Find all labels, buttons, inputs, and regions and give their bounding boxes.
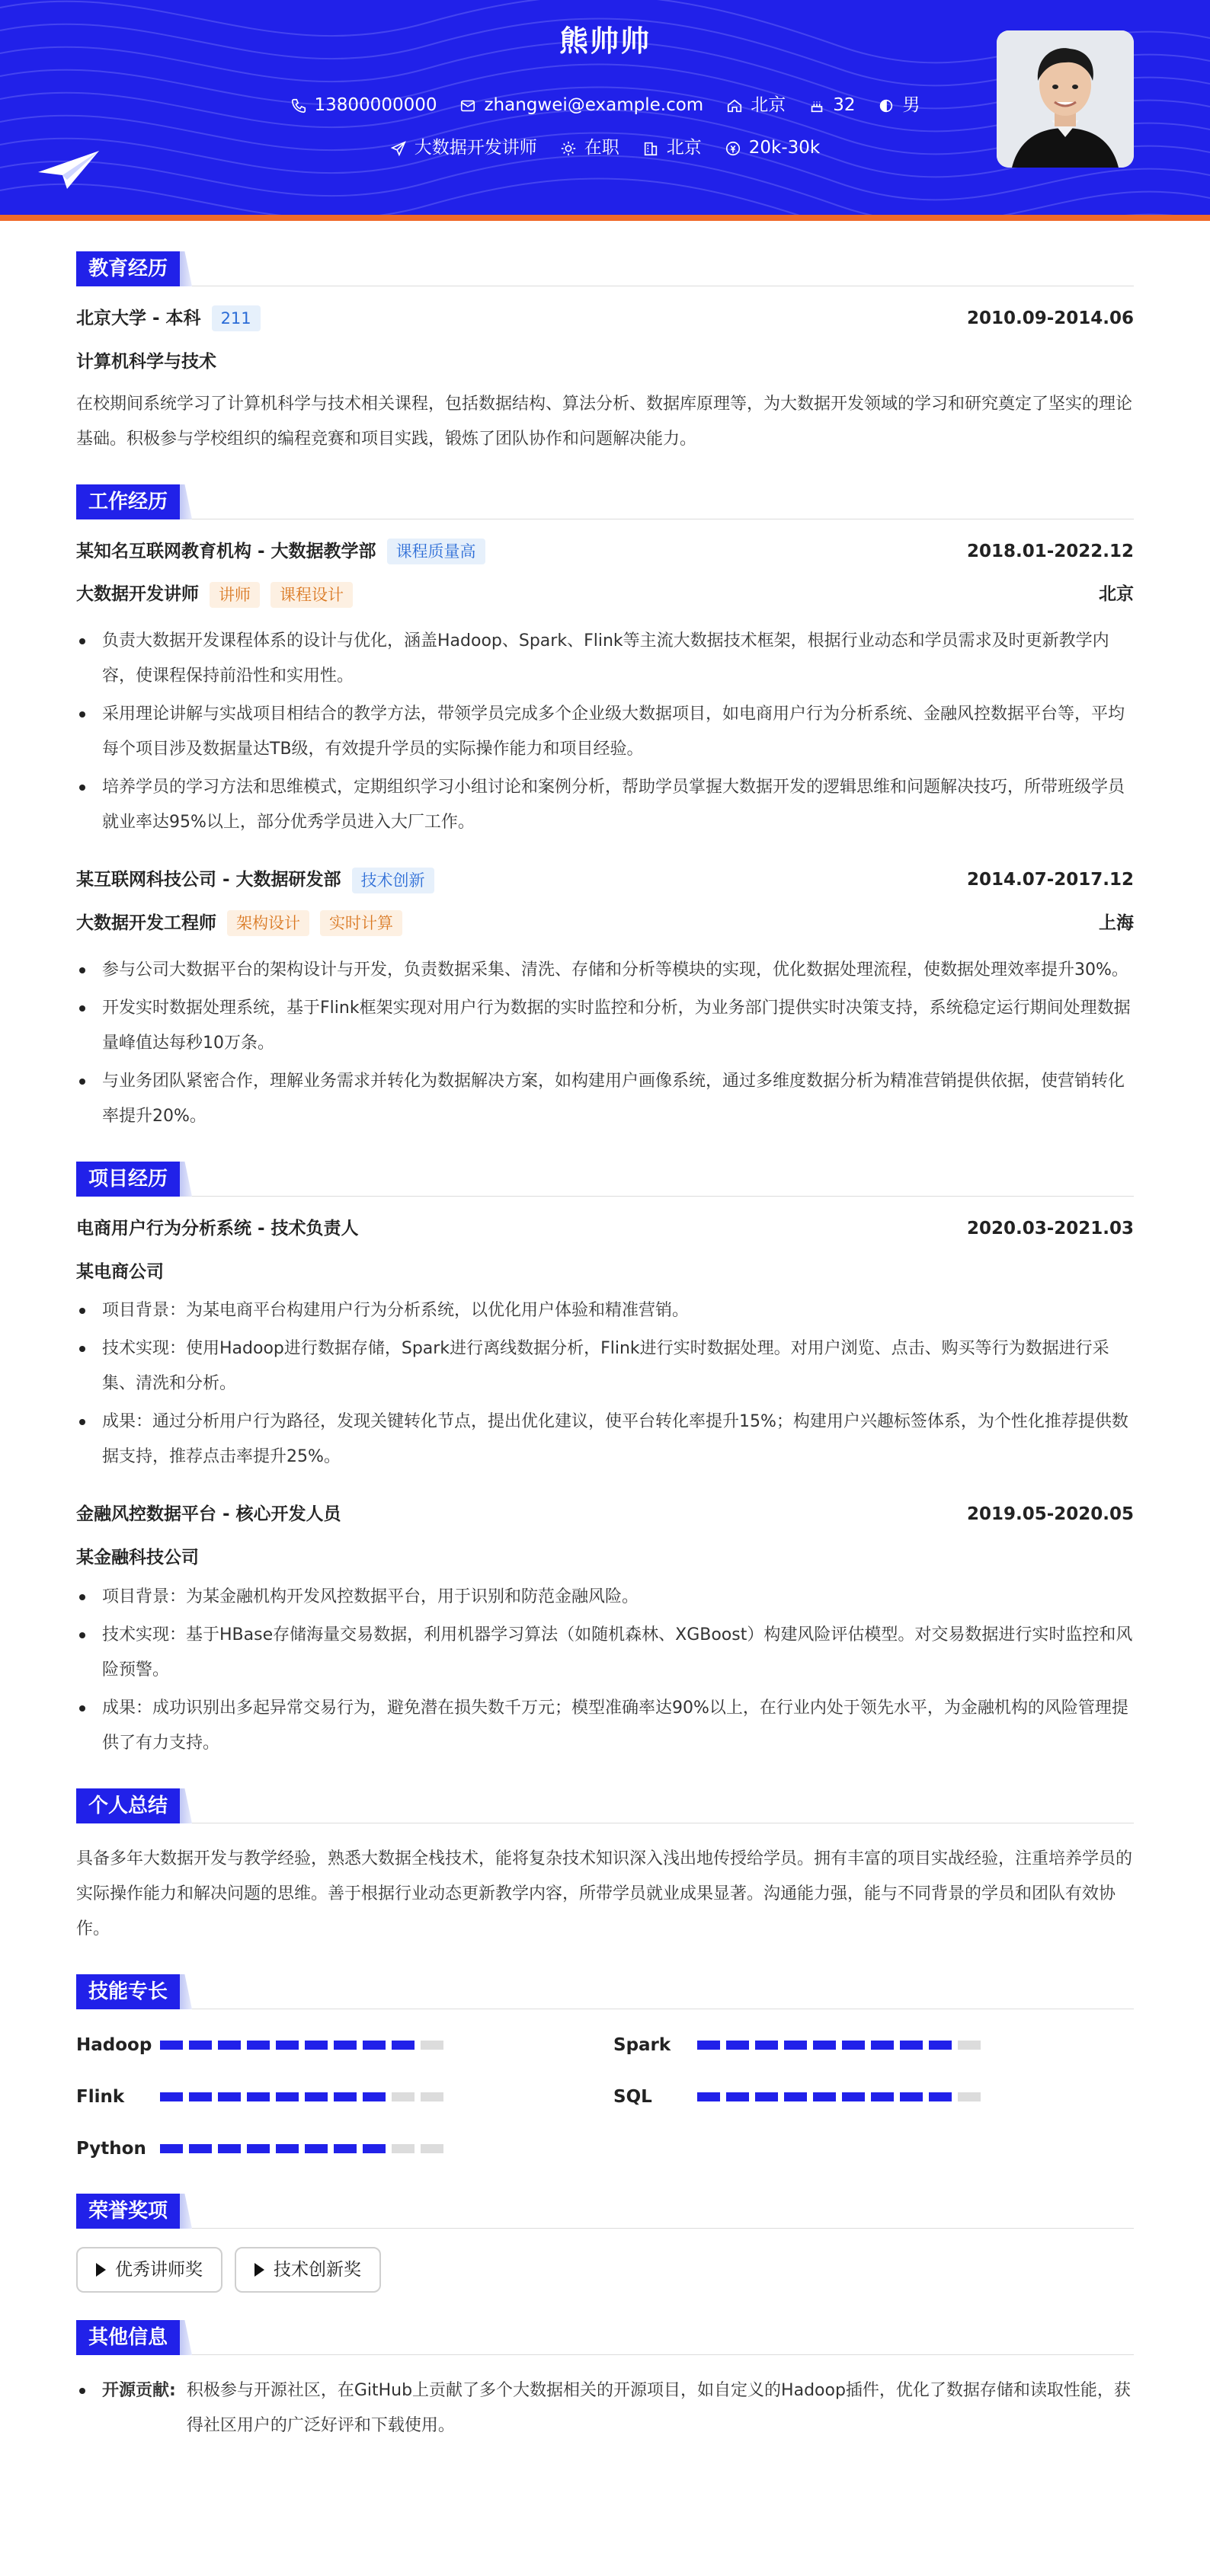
skill-item	[613, 2079, 1134, 2114]
skill-level-bar	[697, 2041, 981, 2050]
play-triangle-icon	[254, 2263, 264, 2277]
skill-level-segment	[842, 2041, 865, 2050]
skill-level-segment	[421, 2144, 443, 2153]
skill-level-segment	[363, 2144, 386, 2153]
section-title-text: 教育经历	[88, 257, 168, 280]
job-city-text: 北京	[666, 138, 702, 158]
skill-level-segment	[334, 2144, 357, 2153]
section-title-text: 个人总结	[88, 1794, 168, 1817]
skill-level-segment	[421, 2092, 443, 2101]
section-title-tail	[180, 2194, 192, 2229]
section-title-tail	[180, 1162, 192, 1197]
work-header	[76, 866, 1134, 894]
resume-header	[0, 0, 1210, 215]
section-title-tail	[180, 1788, 192, 1823]
role	[76, 580, 353, 609]
work-date: 2014.07-2017.12	[966, 870, 1134, 890]
skill-item	[613, 2028, 1134, 2063]
role-tag: 讲师	[210, 582, 260, 608]
project-date: 2020.03-2021.03	[966, 1218, 1134, 1238]
list-item: 开发实时数据处理系统，基于Flink框架实现对用户行为数据的实时监控和分析，为业务部门提供实时决策支持，系统稳定运行期间处理数据量峰值达每秒10万条。	[76, 991, 1134, 1061]
work-location: 北京	[1099, 584, 1134, 605]
resume-body	[0, 221, 1210, 2501]
skill-item	[76, 2079, 613, 2114]
list-item: 成果：成功识别出多起异常交易行为，避免潜在损失数千万元；模型准确率达90%以上，在行业内处于领先水平，为金融机构的风险管理提供了有力支持。	[76, 1691, 1134, 1761]
skill-level-segment	[218, 2144, 241, 2153]
contact-email-text: zhangwei@example.com	[484, 95, 704, 115]
contact-gender-text: 男	[902, 95, 920, 115]
skills-grid	[76, 2028, 1134, 2166]
candidate-name: 熊帅帅	[559, 24, 651, 58]
school-tag: 211	[212, 305, 261, 331]
section-title	[76, 1974, 180, 2009]
contact-email	[459, 94, 703, 117]
send-icon	[390, 140, 407, 157]
section-other	[76, 2320, 1134, 2443]
skill-level-segment	[218, 2092, 241, 2101]
section-projects	[76, 1162, 1134, 1761]
project-bullets	[76, 1293, 1134, 1475]
list-item: 项目背景：为某金融机构开发风控数据平台，用于识别和防范金融风险。	[76, 1580, 1134, 1615]
skill-level-bar	[160, 2092, 443, 2101]
salary-icon	[725, 140, 741, 157]
role	[76, 909, 402, 938]
skill-level-segment	[871, 2041, 894, 2050]
job-title-text: 大数据开发讲师	[414, 138, 537, 158]
skill-name: SQL	[613, 2086, 652, 2107]
avatar-photo	[997, 30, 1134, 168]
list-item: 采用理论讲解与实战项目相结合的教学方法，带领学员完成多个企业级大数据项目，如电商用户行为分析系统、金融风控数据平台等，平均每个项目涉及数据量达TB级，有效提升学员的实际操作能力和项目经验。	[76, 697, 1134, 767]
skill-level-segment	[247, 2041, 270, 2050]
skill-level-segment	[189, 2041, 212, 2050]
list-item: 参与公司大数据平台的架构设计与开发，负责数据采集、清洗、存储和分析等模块的实现，优化数据处理流程，使数据处理效率提升30%。	[76, 953, 1134, 988]
skill-level-segment	[334, 2092, 357, 2101]
work-bullets	[76, 624, 1134, 840]
skill-level-segment	[334, 2041, 357, 2050]
skill-level-segment	[697, 2092, 720, 2101]
skill-level-segment	[900, 2041, 923, 2050]
contact-age	[808, 94, 855, 117]
project-entry	[76, 1501, 1134, 1761]
other-text: 积极参与开源社区，在GitHub上贡献了多个大数据相关的开源项目，如自定义的Hadoop插件，优化了数据存储和读取性能，获得社区用户的广泛好评和下载使用。	[186, 2380, 1131, 2435]
skill-name: Hadoop	[76, 2034, 152, 2055]
skill-level-segment	[218, 2041, 241, 2050]
gender-icon	[878, 97, 895, 114]
skill-level-bar	[160, 2041, 443, 2050]
project-title: 金融风控数据平台 - 核心开发人员	[76, 1504, 341, 1525]
skill-level-segment	[842, 2092, 865, 2101]
skill-level-segment	[160, 2092, 183, 2101]
skill-level-segment	[276, 2144, 299, 2153]
skill-level-segment	[784, 2041, 807, 2050]
home-icon	[726, 97, 743, 114]
role-name: 大数据开发讲师	[76, 584, 199, 605]
work-location: 上海	[1099, 912, 1134, 933]
skill-level-segment	[363, 2041, 386, 2050]
header-accent-stripe	[0, 215, 1210, 221]
education-header	[76, 305, 1134, 333]
skill-level-segment	[392, 2144, 415, 2153]
education-major: 计算机科学与技术	[76, 351, 216, 372]
skill-level-segment	[784, 2092, 807, 2101]
contact-home-text: 北京	[751, 95, 786, 115]
job-city	[642, 137, 702, 160]
company-tag: 课程质量高	[387, 539, 485, 564]
status-icon	[560, 140, 577, 157]
project-header	[76, 1215, 1134, 1243]
project-title: 电商用户行为分析系统 - 技术负责人	[76, 1218, 359, 1238]
project-company: 某电商公司	[76, 1261, 164, 1282]
mail-icon	[459, 97, 476, 114]
section-title-text: 其他信息	[88, 2325, 168, 2349]
section-title-tail	[180, 1974, 192, 2009]
education-date: 2010.09-2014.06	[966, 308, 1134, 328]
city-icon	[642, 140, 659, 157]
other-label: 开源贡献:	[102, 2380, 176, 2400]
skill-name: Flink	[76, 2086, 125, 2107]
job-status	[560, 137, 619, 160]
section-header	[76, 2194, 1134, 2230]
company	[76, 866, 434, 894]
section-divider	[76, 2354, 1134, 2355]
work-entry	[76, 538, 1134, 841]
section-title-tail	[180, 2320, 192, 2355]
skill-item	[76, 2131, 613, 2166]
list-item: 技术实现：使用Hadoop进行数据存储，Spark进行离线数据分析，Flink进行实时数据处理。对用户浏览、点击、购买等行为数据进行采集、清洗和分析。	[76, 1331, 1134, 1401]
list-item: 负责大数据开发课程体系的设计与优化，涵盖Hadoop、Spark、Flink等主流大数据技术框架，根据行业动态和学员需求及时更新教学内容，使课程保持前沿性和实用性。	[76, 624, 1134, 694]
avatar	[997, 30, 1134, 168]
list-item: 培养学员的学习方法和思维模式，定期组织学习小组讨论和案例分析，帮助学员掌握大数据开发的逻辑思维和问题解决技巧，所带班级学员就业率达95%以上，部分优秀学员进入大厂工作。	[76, 770, 1134, 840]
age-icon	[808, 97, 825, 114]
school	[76, 305, 261, 333]
section-title	[76, 2194, 180, 2229]
contact-home	[726, 94, 786, 117]
list-item: 技术实现：基于HBase存储海量交易数据，利用机器学习算法（如随机森林、XGBoost）构建风险评估模型。对交易数据进行实时监控和风险预警。	[76, 1618, 1134, 1688]
role-tag: 实时计算	[320, 910, 402, 936]
section-divider	[76, 2228, 1134, 2229]
company-name: 某知名互联网教育机构 - 大数据教学部	[76, 541, 376, 561]
education-entry	[76, 305, 1134, 457]
skill-level-segment	[392, 2041, 415, 2050]
section-skills	[76, 1974, 1134, 2166]
work-date: 2018.01-2022.12	[966, 541, 1134, 561]
skill-level-segment	[958, 2092, 981, 2101]
contact-age-text: 32	[833, 95, 856, 115]
section-honors	[76, 2194, 1134, 2293]
skill-level-segment	[160, 2041, 183, 2050]
section-header	[76, 1788, 1134, 1825]
skill-level-segment	[697, 2041, 720, 2050]
skill-level-segment	[189, 2092, 212, 2101]
skill-level-segment	[755, 2041, 778, 2050]
skill-level-segment	[276, 2041, 299, 2050]
skill-level-segment	[929, 2092, 952, 2101]
section-title-tail	[180, 484, 192, 519]
list-item: 成果：通过分析用户行为路径，发现关键转化节点，提出优化建议，使平台转化率提升15%；构建用户兴趣标签体系，为个性化推荐提供数据支持，推荐点击率提升25%。	[76, 1405, 1134, 1475]
section-header	[76, 484, 1134, 521]
honor-text: 技术创新奖	[274, 2259, 361, 2280]
list-item: 与业务团队紧密合作，理解业务需求并转化为数据解决方案，如构建用户画像系统，通过多维度数据分析为精准营销提供依据，使营销转化率提升20%。	[76, 1064, 1134, 1134]
role-name: 大数据开发工程师	[76, 912, 216, 933]
skill-level-segment	[726, 2092, 749, 2101]
project-date: 2019.05-2020.05	[966, 1504, 1134, 1525]
summary-text: 具备多年大数据开发与教学经验，熟悉大数据全栈技术，能将复杂技术知识深入浅出地传授给学员。拥有丰富的项目实战经验，注重培养学员的实际操作能力和解决问题的思维。善于根据行业动态更新教学内容，所带学员就业成果显著。沟通能力强，能与不同背景的学员和团队有效协作。	[76, 1849, 1133, 1938]
list-item: 项目背景：为某电商平台构建用户行为分析系统，以优化用户体验和精准营销。	[76, 1293, 1134, 1328]
honor-text: 优秀讲师奖	[115, 2259, 203, 2280]
section-header	[76, 1162, 1134, 1198]
company-name: 某互联网科技公司 - 大数据研发部	[76, 870, 341, 890]
job-status-text: 在职	[584, 138, 619, 158]
skill-level-segment	[726, 2041, 749, 2050]
skill-level-segment	[160, 2144, 183, 2153]
skill-level-segment	[247, 2092, 270, 2101]
skill-level-segment	[305, 2041, 328, 2050]
skill-level-segment	[813, 2092, 836, 2101]
skill-level-segment	[276, 2092, 299, 2101]
company	[76, 538, 485, 566]
project-bullets	[76, 1580, 1134, 1761]
skill-level-segment	[392, 2092, 415, 2101]
school-name: 北京大学 - 本科	[76, 308, 201, 328]
project-entry	[76, 1215, 1134, 1475]
section-divider	[76, 1196, 1134, 1197]
skill-level-bar	[697, 2092, 981, 2101]
list-item	[76, 2373, 1134, 2443]
skill-level-segment	[958, 2041, 981, 2050]
honor-badge	[76, 2247, 222, 2293]
honor-badge	[235, 2247, 381, 2293]
skill-level-segment	[363, 2092, 386, 2101]
contact-phone	[290, 94, 437, 117]
paper-plane-icon	[37, 149, 101, 192]
section-header	[76, 251, 1134, 288]
role-tag: 课程设计	[270, 582, 353, 608]
work-role-row	[76, 909, 1134, 938]
section-summary	[76, 1788, 1134, 1947]
job-title	[390, 137, 537, 160]
work-role-row	[76, 580, 1134, 609]
skill-level-segment	[929, 2041, 952, 2050]
skill-level-segment	[755, 2092, 778, 2101]
skill-level-segment	[900, 2092, 923, 2101]
contact-gender	[878, 94, 920, 117]
honors-list	[76, 2247, 1134, 2293]
section-title-text: 荣誉奖项	[88, 2199, 168, 2223]
job-salary-text: 20k-30k	[748, 138, 821, 158]
work-header	[76, 538, 1134, 566]
other-list	[76, 2373, 1134, 2443]
education-desc: 在校期间系统学习了计算机科学与技术相关课程，包括数据结构、算法分析、数据库原理等，为大数据开发领域的学习和研究奠定了坚实的理论基础。积极参与学校组织的编程竞赛和项目实践，锻炼了团队协作和问题解决能力。	[76, 394, 1133, 449]
section-header	[76, 2320, 1134, 2357]
contact-phone-text: 13800000000	[314, 95, 437, 115]
section-title-text: 项目经历	[88, 1167, 168, 1191]
project-header	[76, 1501, 1134, 1529]
skill-level-bar	[160, 2144, 443, 2153]
section-title	[76, 2320, 180, 2355]
skill-level-segment	[813, 2041, 836, 2050]
section-header	[76, 1974, 1134, 2011]
skill-level-segment	[305, 2144, 328, 2153]
skill-level-segment	[247, 2144, 270, 2153]
phone-icon	[290, 97, 307, 114]
section-title	[76, 1162, 180, 1197]
job-salary	[725, 137, 820, 160]
section-education	[76, 251, 1134, 457]
skill-level-segment	[421, 2041, 443, 2050]
section-title-tail	[180, 251, 192, 286]
skill-name: Python	[76, 2138, 146, 2159]
work-entry	[76, 866, 1134, 1134]
section-title-text: 工作经历	[88, 490, 168, 513]
skill-name: Spark	[613, 2034, 671, 2055]
work-bullets	[76, 953, 1134, 1134]
section-work	[76, 484, 1134, 1134]
section-title	[76, 1788, 180, 1823]
role-tag: 架构设计	[227, 910, 309, 936]
section-title	[76, 251, 180, 286]
play-triangle-icon	[96, 2263, 106, 2277]
section-title-text: 技能专长	[88, 1980, 168, 2003]
skill-level-segment	[189, 2144, 212, 2153]
skill-level-segment	[305, 2092, 328, 2101]
company-tag: 技术创新	[352, 868, 434, 893]
project-company: 某金融科技公司	[76, 1548, 199, 1568]
section-title	[76, 484, 180, 519]
skill-item	[76, 2028, 613, 2063]
skill-level-segment	[871, 2092, 894, 2101]
